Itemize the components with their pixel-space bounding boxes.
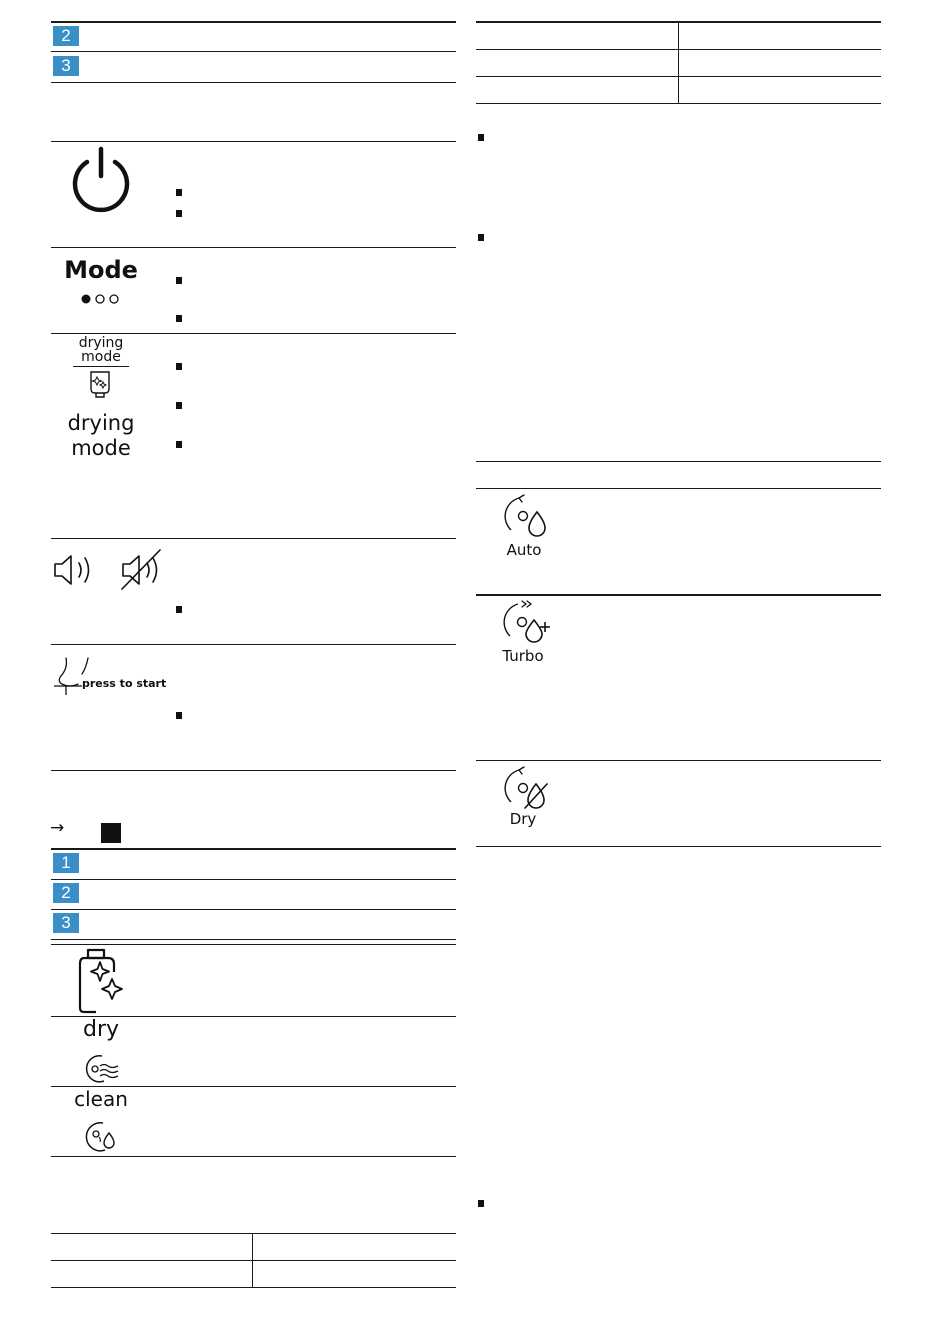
- sound-off-icon: [120, 548, 166, 595]
- care-bottle-icon: [76, 948, 126, 1019]
- row-divider: [51, 82, 456, 83]
- row-divider: [51, 141, 456, 142]
- label-underline: [73, 366, 129, 367]
- list-bullet: [176, 189, 182, 196]
- step-badge-3: 3: [53, 56, 79, 76]
- row-divider: [476, 76, 881, 77]
- list-bullet: [176, 606, 182, 613]
- list-bullet: [176, 210, 182, 217]
- step-badge-2: 2: [53, 883, 79, 903]
- table-top-rule: [51, 848, 456, 850]
- row-divider: [476, 488, 881, 489]
- row-divider: [51, 939, 456, 940]
- step-badge-1: 1: [53, 853, 79, 873]
- row-divider: [51, 1156, 456, 1157]
- row-divider: [51, 538, 456, 539]
- column-divider: [678, 21, 679, 103]
- stop-square-icon: [101, 823, 121, 843]
- row-divider: [51, 51, 456, 52]
- row-divider: [51, 879, 456, 880]
- drying-mode-label-line2: mode: [71, 436, 131, 460]
- row-divider: [51, 333, 456, 334]
- mode-label: Mode: [64, 256, 138, 284]
- power-icon: [68, 146, 134, 217]
- step-badge-3: 3: [53, 913, 79, 933]
- list-bullet: [176, 277, 182, 284]
- turbo-mode-label: Turbo: [502, 647, 544, 665]
- drying-mode-small-label: drying mode: [78, 335, 124, 365]
- auto-mode-label: Auto: [506, 541, 542, 559]
- row-divider: [51, 909, 456, 910]
- arrow-glyph: →: [50, 818, 65, 838]
- turbo-mode-icon: [500, 598, 552, 651]
- list-bullet: [176, 363, 182, 370]
- dry-mode-label: Dry: [509, 810, 537, 828]
- list-bullet: [478, 134, 484, 141]
- list-bullet: [176, 712, 182, 719]
- table-top-rule: [51, 21, 456, 23]
- row-divider: [476, 461, 881, 462]
- auto-mode-icon: [501, 492, 551, 545]
- row-divider: [51, 1260, 456, 1261]
- row-divider: [476, 103, 881, 104]
- row-divider: [476, 594, 881, 596]
- mode-dots-icon: [80, 292, 122, 310]
- sound-on-icon: [52, 552, 98, 593]
- press-to-start-label: press to start: [82, 677, 167, 690]
- row-divider: [51, 644, 456, 645]
- drying-mode-icon: [87, 369, 113, 406]
- clean-program-icon: [83, 1119, 121, 1158]
- step-badge-2: 2: [53, 26, 79, 46]
- dry-program-icon: [82, 1052, 122, 1089]
- row-divider: [51, 770, 456, 771]
- drying-mode-label-line1: drying: [67, 411, 135, 435]
- row-divider: [51, 1233, 456, 1234]
- clean-program-label: clean: [74, 1087, 128, 1111]
- list-bullet: [176, 315, 182, 322]
- row-divider: [476, 760, 881, 761]
- row-divider: [476, 846, 881, 847]
- row-divider: [51, 247, 456, 248]
- row-divider: [51, 1287, 456, 1288]
- list-bullet: [478, 234, 484, 241]
- list-bullet: [478, 1200, 484, 1207]
- row-divider: [476, 49, 881, 50]
- list-bullet: [176, 402, 182, 409]
- list-bullet: [176, 441, 182, 448]
- row-divider: [51, 944, 456, 945]
- dry-program-label: dry: [82, 1017, 120, 1042]
